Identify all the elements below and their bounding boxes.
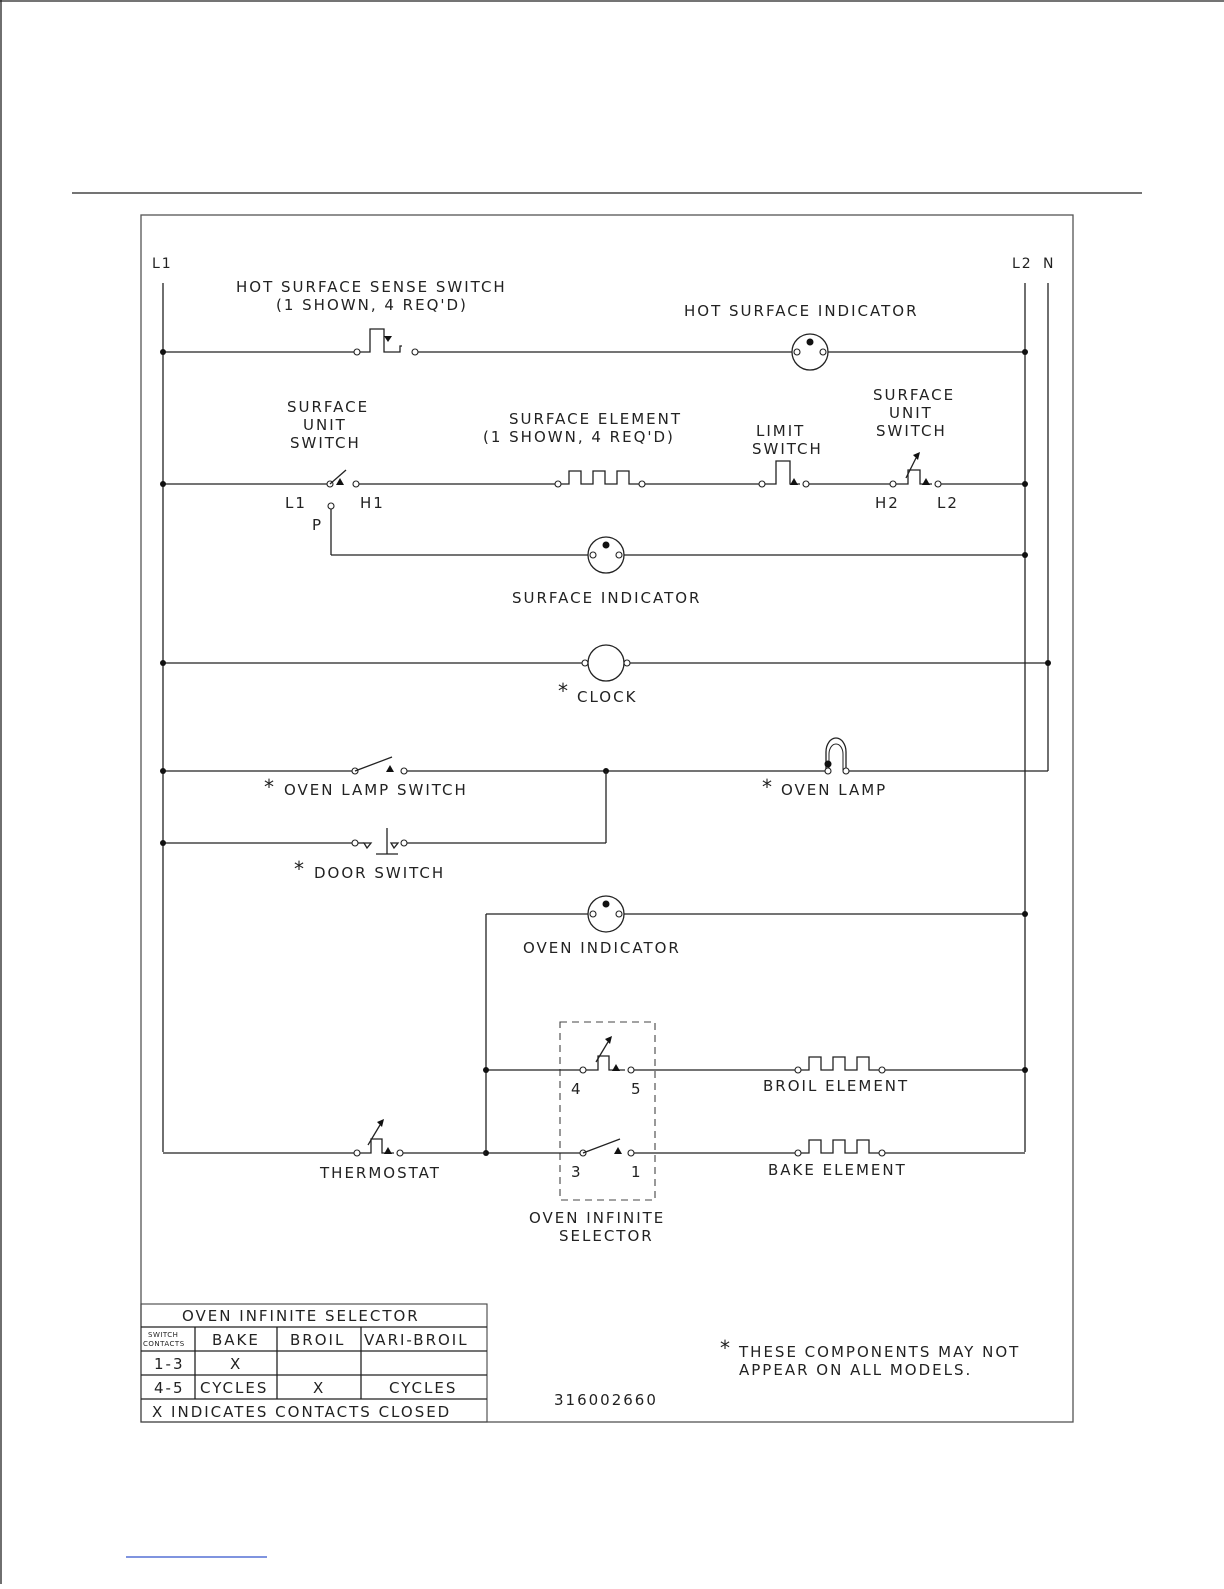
table-footer: X INDICATES CONTACTS CLOSED xyxy=(152,1403,452,1421)
surface-unit-switch-left-label-1: SURFACE xyxy=(287,398,370,416)
table-row-2-vari-broil: CYCLES xyxy=(389,1379,458,1397)
oven-lamp-bulb xyxy=(825,738,850,774)
part-number: 316002660 xyxy=(554,1391,658,1409)
table-header-bake: BAKE xyxy=(212,1331,260,1349)
door-switch-label: DOOR SWITCH xyxy=(314,864,446,882)
oven-indicator-lamp xyxy=(588,896,624,932)
limit-switch-label-1: LIMIT xyxy=(756,422,806,440)
terminal-h1-label: H1 xyxy=(360,494,385,512)
oven-lamp-switch-label: OVEN LAMP SWITCH xyxy=(284,781,468,799)
footnote-asterisk: * xyxy=(720,1336,732,1360)
terminal-4-label: 4 xyxy=(571,1080,583,1098)
surface-unit-switch-right-label-1: SURFACE xyxy=(873,386,956,404)
surface-unit-switch-left-label-3: SWITCH xyxy=(290,434,361,452)
surface-element-note: (1 SHOWN, 4 REQ'D) xyxy=(483,428,675,446)
oven-infinite-selector xyxy=(483,1022,795,1245)
broil-element xyxy=(763,1057,1028,1095)
surface-unit-switch-left-label-2: UNIT xyxy=(303,416,347,434)
surface-indicator-circuit xyxy=(328,503,1028,607)
table-row-1-contacts: 1-3 xyxy=(154,1355,185,1373)
bake-element xyxy=(768,1140,1025,1179)
table-row-1-bake: X xyxy=(230,1355,243,1373)
surface-unit-switch-right-label-2: UNIT xyxy=(889,404,933,422)
clock-label: CLOCK xyxy=(577,688,638,706)
oven-lamp-circuit xyxy=(160,738,1048,799)
oven-lamp-label: OVEN LAMP xyxy=(781,781,888,799)
terminal-l1-label: L1 xyxy=(285,494,307,512)
terminal-5-label: 5 xyxy=(631,1080,643,1098)
n-label: N xyxy=(1043,256,1056,272)
surface-element-circuit xyxy=(160,386,1028,534)
bake-element-label: BAKE ELEMENT xyxy=(768,1161,907,1179)
oven-indicator-circuit xyxy=(486,896,1028,1153)
terminal-1-label: 1 xyxy=(631,1163,643,1181)
surface-unit-switch-right-label-3: SWITCH xyxy=(876,422,947,440)
oven-infinite-selector-label-2: SELECTOR xyxy=(559,1227,654,1245)
table-corner-line-1: SWITCH xyxy=(148,1331,179,1339)
selector-contacts-table xyxy=(141,1304,487,1422)
hot-surface-indicator-label: HOT SURFACE INDICATOR xyxy=(684,302,919,320)
terminal-3-label: 3 xyxy=(571,1163,583,1181)
surface-indicator-label: SURFACE INDICATOR xyxy=(512,589,702,607)
door-switch-asterisk: * xyxy=(294,857,306,881)
hot-surface-sense-switch-note: (1 SHOWN, 4 REQ'D) xyxy=(276,296,468,314)
footnote-line-1: THESE COMPONENTS MAY NOT xyxy=(739,1343,1021,1361)
hot-surface-indicator-lamp xyxy=(792,334,828,370)
thermostat xyxy=(163,1119,486,1182)
hot-surface-sense-switch-label: HOT SURFACE SENSE SWITCH xyxy=(236,278,507,296)
limit-switch-label-2: SWITCH xyxy=(752,440,823,458)
limit-switch-symbol xyxy=(759,461,809,487)
footnote-line-2: APPEAR ON ALL MODELS. xyxy=(739,1361,973,1379)
clock-asterisk: * xyxy=(558,679,570,703)
table-title: OVEN INFINITE SELECTOR xyxy=(182,1307,420,1325)
surface-element-heater xyxy=(555,471,645,487)
table-row-2-contacts: 4-5 xyxy=(154,1379,185,1397)
l1-label: L1 xyxy=(152,256,173,272)
oven-lamp-switch-asterisk: * xyxy=(264,775,276,799)
oven-lamp-asterisk: * xyxy=(762,775,774,799)
clock-motor xyxy=(588,645,624,681)
table-corner-line-2: CONTACTS xyxy=(143,1340,185,1348)
table-row-2-broil: X xyxy=(313,1379,326,1397)
oven-infinite-selector-label-1: OVEN INFINITE xyxy=(529,1209,666,1227)
table-row-2-bake: CYCLES xyxy=(200,1379,269,1397)
thermostat-label: THERMOSTAT xyxy=(320,1164,441,1182)
clock-circuit xyxy=(160,645,1051,706)
l2-label: L2 xyxy=(1012,256,1033,272)
hot-surface-circuit xyxy=(160,278,1028,370)
terminal-p-label: P xyxy=(312,516,324,534)
terminal-l2-label: L2 xyxy=(937,494,959,512)
broil-element-label: BROIL ELEMENT xyxy=(763,1077,910,1095)
surface-element-label: SURFACE ELEMENT xyxy=(509,410,683,428)
oven-indicator-label: OVEN INDICATOR xyxy=(523,939,681,957)
terminal-h2-label: H2 xyxy=(875,494,900,512)
surface-unit-switch-right-symbol xyxy=(890,452,941,487)
surface-indicator-lamp xyxy=(588,537,624,573)
table-header-broil: BROIL xyxy=(290,1331,346,1349)
table-header-vari-broil: VARI-BROIL xyxy=(364,1331,469,1349)
